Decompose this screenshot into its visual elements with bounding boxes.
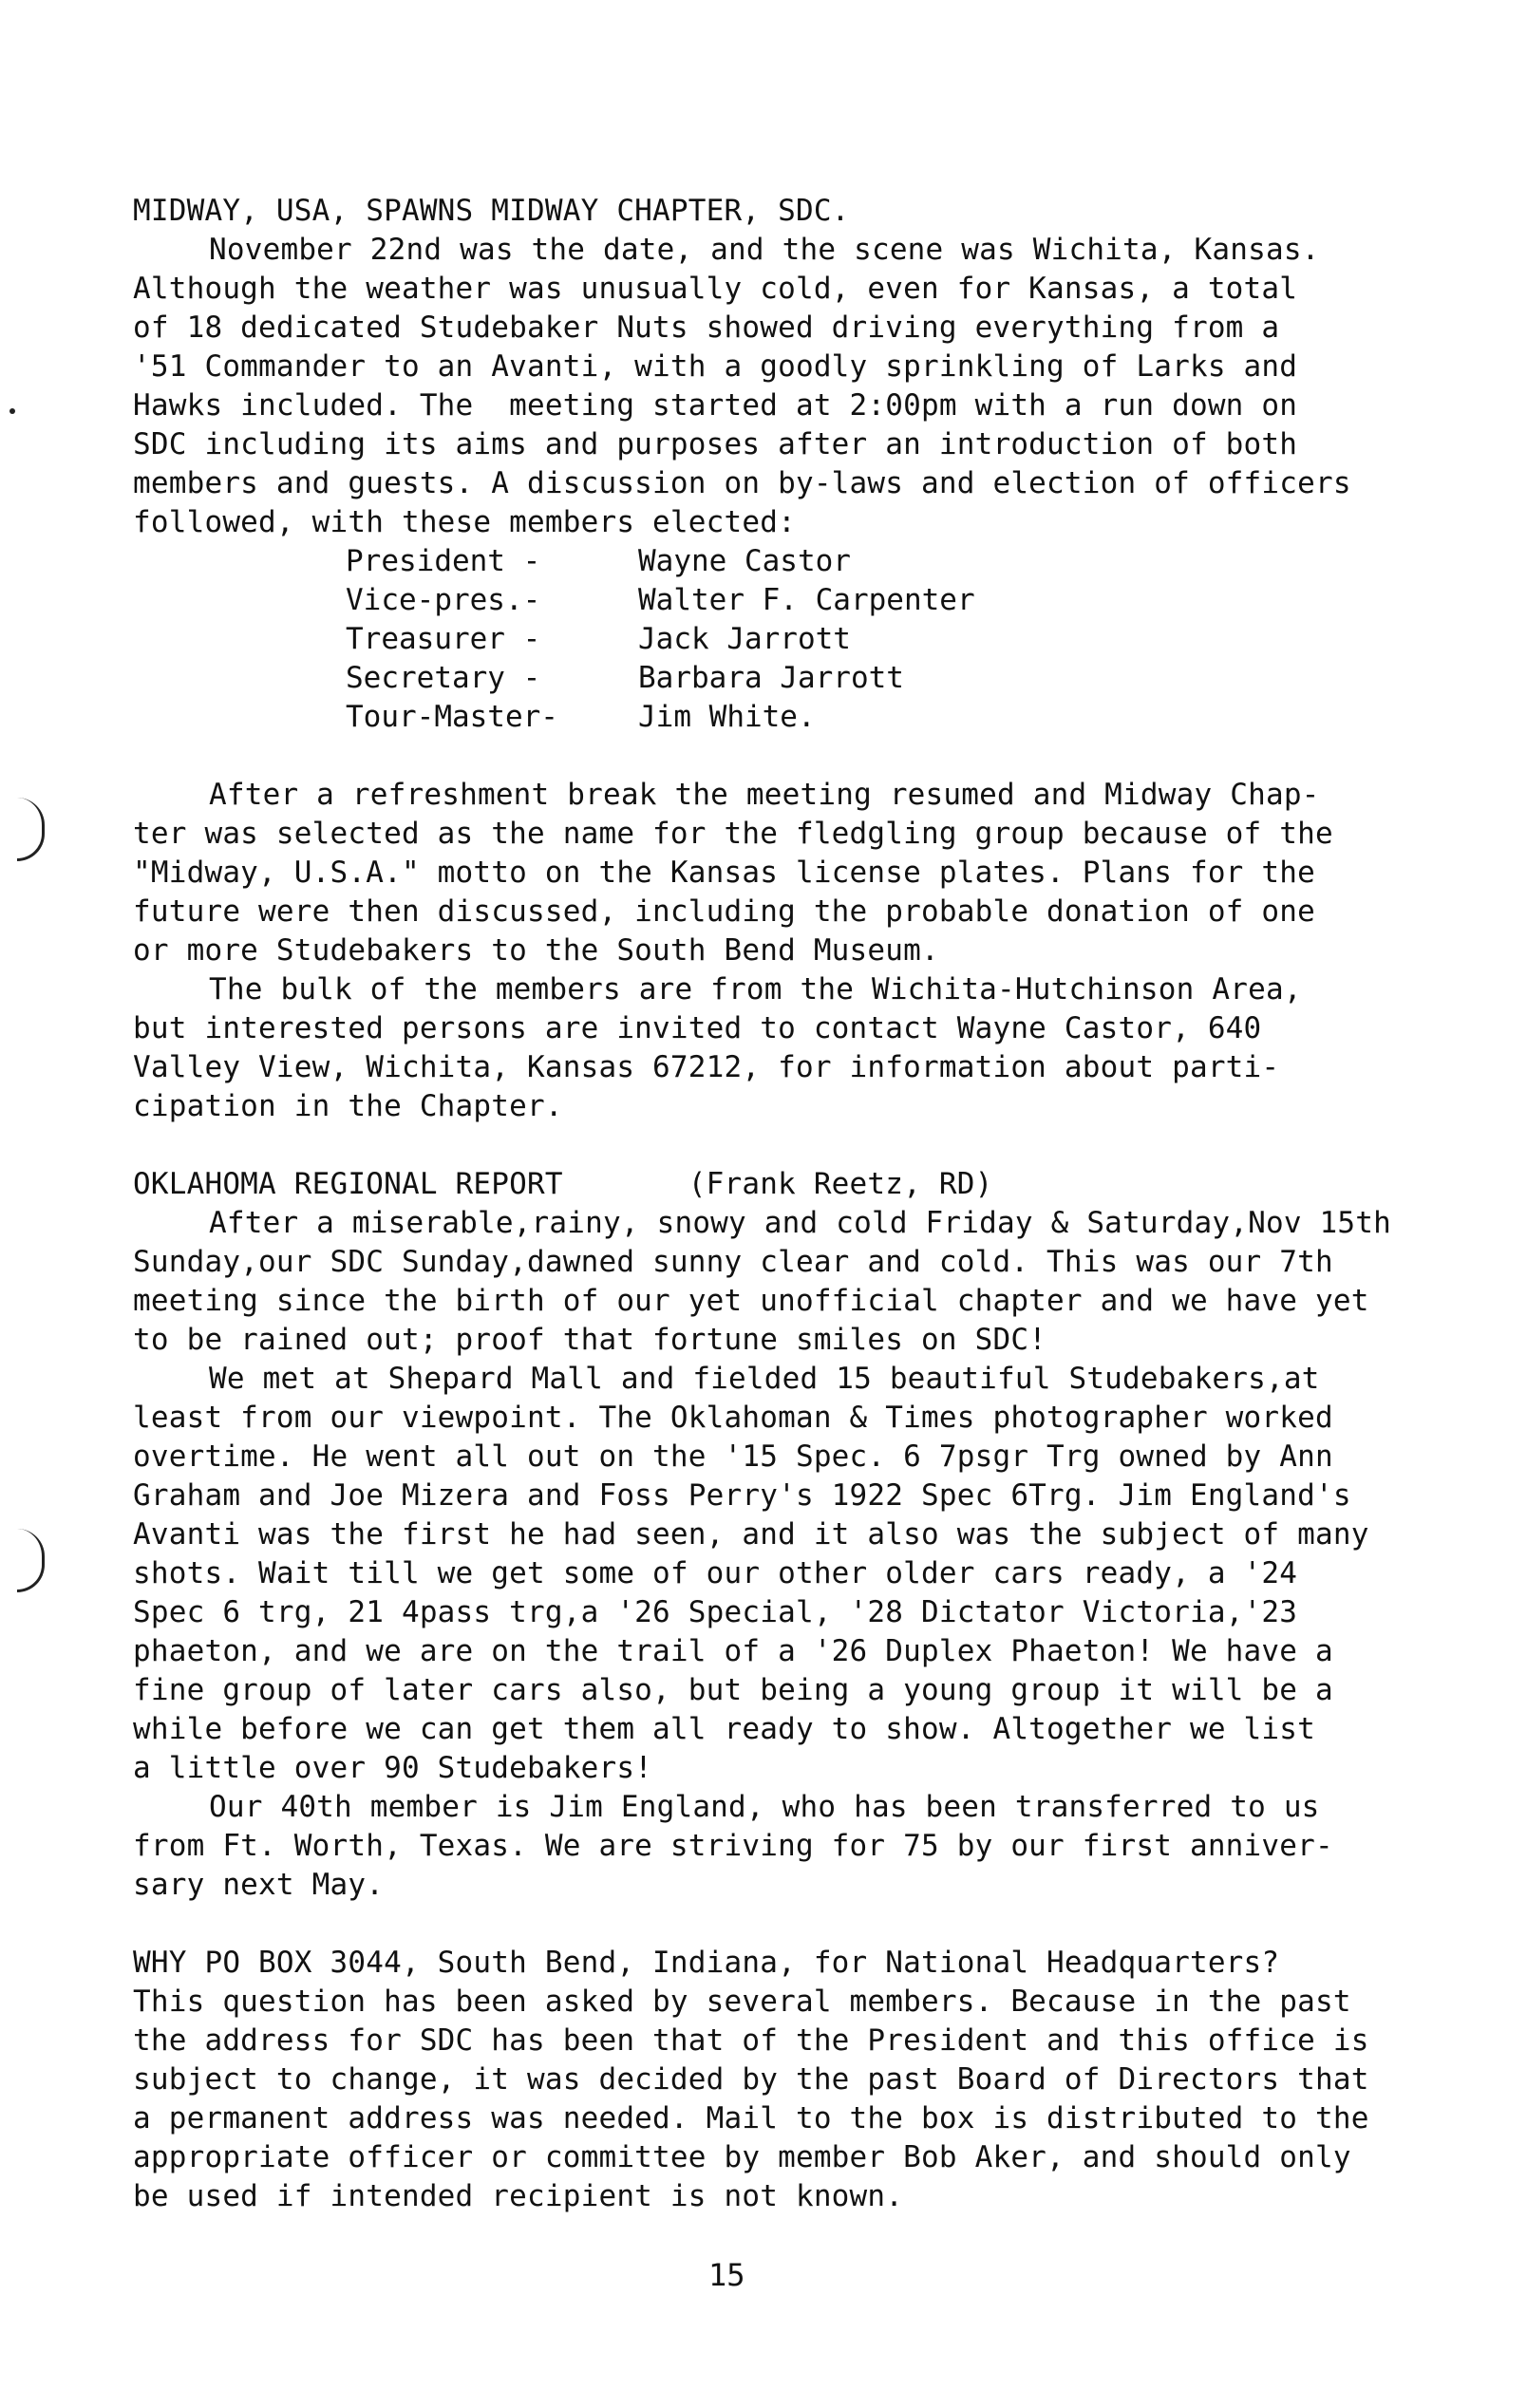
officer-name: Wayne Castor (638, 544, 851, 578)
body-line: members and guests. A discussion on by-laws and election of officers (133, 466, 1351, 500)
body-line: Although the weather was unusually cold, even for Kansas, a total (133, 272, 1298, 306)
officer-name: Jim White. (638, 700, 816, 734)
body-line: After a refreshment break the meeting resumed and Midway Chap- (209, 778, 1320, 812)
body-line: from Ft. Worth, Texas. We are striving for 75 by our first anniver- (133, 1829, 1333, 1863)
page-number: 15 (708, 2257, 745, 2293)
officer-name: Barbara Jarrott (638, 661, 904, 695)
body-line: After a miserable,rainy, snowy and cold Friday & Saturday,Nov 15th (209, 1206, 1391, 1240)
body-line: a permanent address was needed. Mail to the box is distributed to the (133, 2101, 1369, 2135)
body-line: Graham and Joe Mizera and Foss Perry's 1922 Spec 6Trg. Jim England's (133, 1478, 1351, 1513)
body-line: phaeton, and we are on the trail of a '26 Duplex Phaeton! We have a (133, 1634, 1333, 1668)
body-line: Spec 6 trg, 21 4pass trg,a '26 Special, '28 Dictator Victoria,'23 (133, 1595, 1298, 1629)
scan-speck (9, 408, 15, 414)
body-line: or more Studebakers to the South Bend Museum. (133, 933, 939, 968)
body-line: This question has been asked by several members. Because in the past (133, 1985, 1351, 2019)
officer-title: President - (346, 544, 541, 578)
officer-title: Tour-Master- (346, 700, 558, 734)
body-line: least from our viewpoint. The Oklahoman & Times photographer worked (133, 1401, 1333, 1435)
body-line: ter was selected as the name for the fledgling group because of the (133, 817, 1333, 851)
binder-hole-mark (17, 1529, 45, 1592)
body-line: the address for SDC has been that of the President and this office is (133, 2023, 1369, 2058)
body-line: '51 Commander to an Avanti, with a goodly sprinkling of Larks and (133, 349, 1298, 384)
body-line: cipation in the Chapter. (133, 1089, 563, 1123)
body-line: sary next May. (133, 1868, 385, 1902)
article-heading-midway: MIDWAY, USA, SPAWNS MIDWAY CHAPTER, SDC. (133, 194, 850, 228)
body-line: appropriate officer or committee by member Bob Aker, and should only (133, 2140, 1351, 2174)
body-line: SDC including its aims and purposes after an introduction of both (133, 427, 1298, 461)
body-line: a little over 90 Studebakers! (133, 1751, 653, 1785)
officer-title: Secretary - (346, 661, 541, 695)
body-line: subject to change, it was decided by the past Board of Directors that (133, 2062, 1369, 2097)
body-line: but interested persons are invited to contact Wayne Castor, 640 (133, 1011, 1262, 1045)
body-line: fine group of later cars also, but being a young group it will be a (133, 1673, 1333, 1707)
body-line: We met at Shepard Mall and fielded 15 beautiful Studebakers,at (209, 1362, 1320, 1396)
body-line: November 22nd was the date, and the scene was Wichita, Kansas. (209, 233, 1320, 267)
article-heading-po-box: WHY PO BOX 3044, South Bend, Indiana, for National Headquarters? (133, 1946, 1280, 1980)
binder-hole-mark (17, 798, 45, 861)
body-line: followed, with these members elected: (133, 505, 796, 539)
body-line: Sunday,our SDC Sunday,dawned sunny clear and cold. This was our 7th (133, 1245, 1333, 1279)
officer-title: Treasurer - (346, 622, 541, 656)
body-line: overtime. He went all out on the '15 Spec. 6 7psgr Trg owned by Ann (133, 1439, 1333, 1474)
body-line: of 18 dedicated Studebaker Nuts showed driving everything from a (133, 310, 1280, 345)
officer-title: Vice-pres.- (346, 583, 541, 617)
body-line: be used if intended recipient is not known. (133, 2179, 904, 2213)
body-line: Hawks included. The meeting started at 2:00pm with a run down on (133, 388, 1298, 423)
body-line: shots. Wait till we get some of our other older cars ready, a '24 (133, 1556, 1298, 1590)
body-line: to be rained out; proof that fortune smiles on SDC! (133, 1323, 1047, 1357)
body-line: "Midway, U.S.A." motto on the Kansas license plates. Plans for the (133, 856, 1315, 890)
officer-name: Walter F. Carpenter (638, 583, 975, 617)
body-line: future were then discussed, including the probable donation of one (133, 894, 1315, 929)
body-line: while before we can get them all ready to show. Altogether we list (133, 1712, 1315, 1746)
body-line: meeting since the birth of our yet unofficial chapter and we have yet (133, 1284, 1369, 1318)
body-line: The bulk of the members are from the Wichita-Hutchinson Area, (209, 972, 1302, 1006)
officer-name: Jack Jarrott (638, 622, 851, 656)
article-heading-oklahoma: OKLAHOMA REGIONAL REPORT (Frank Reetz, RD) (133, 1167, 993, 1201)
body-line: Our 40th member is Jim England, who has been transferred to us (209, 1790, 1320, 1824)
body-line: Valley View, Wichita, Kansas 67212, for information about parti- (133, 1050, 1280, 1084)
body-line: Avanti was the first he had seen, and it also was the subject of many (133, 1517, 1369, 1552)
